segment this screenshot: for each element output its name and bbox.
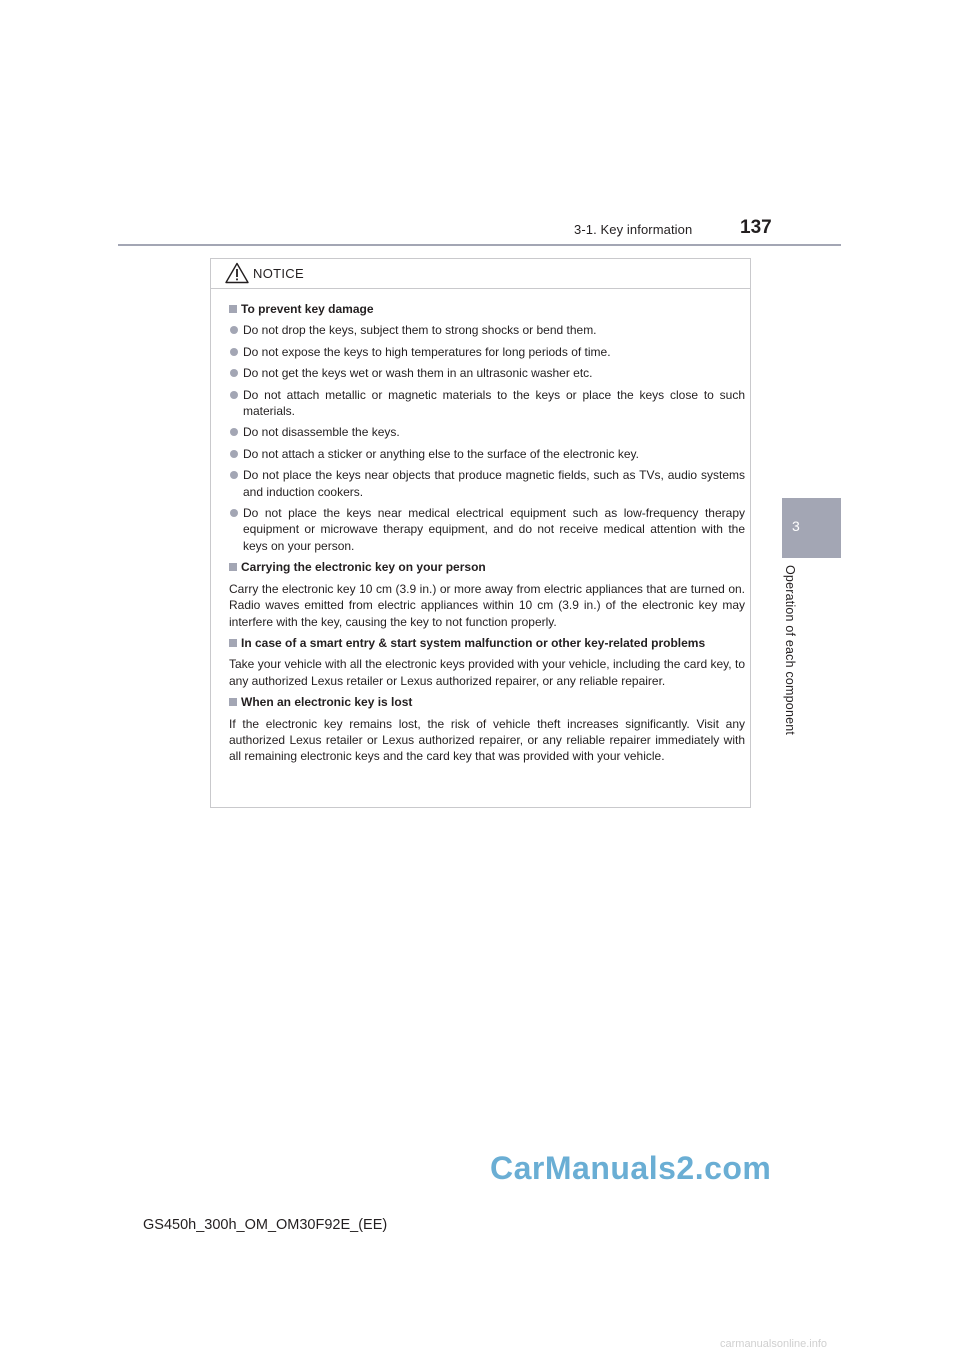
section-heading: Carrying the electronic key on your person — [229, 559, 745, 575]
circle-bullet-icon — [230, 471, 238, 479]
square-bullet-icon — [229, 563, 237, 571]
section-heading: When an electronic key is lost — [229, 694, 745, 710]
watermark-url: carmanualsonline.info — [720, 1338, 828, 1350]
watermark-logo: CarManuals2.com — [490, 1150, 772, 1186]
list-item: Do not get the keys wet or wash them in an ultrasonic washer etc. — [229, 365, 745, 381]
list-item: Do not attach a sticker or anything else to the surface of the electronic key. — [229, 446, 745, 462]
circle-bullet-icon — [230, 369, 238, 377]
notice-content — [229, 301, 745, 770]
square-bullet-icon — [229, 698, 237, 706]
list-item: Do not drop the keys, subject them to strong shocks or bend them. — [229, 322, 745, 338]
section-heading: To prevent key damage — [229, 301, 745, 317]
section-paragraph: Take your vehicle with all the electronic keys provided with your vehicle, including the card key, to any authorized Lexus retailer or Lexus authorized repairer, or any reliable repairer. — [229, 657, 745, 688]
section-paragraph: Carry the electronic key 10 cm (3.9 in.) or more away from electric appliances that are turned on. Radio waves emitted from electric appliances within 10 cm (3.9 in.) of the electronic key may interfere with the key, causing the key to not function properly. — [229, 581, 745, 629]
circle-bullet-icon — [230, 428, 238, 436]
circle-bullet-icon — [230, 450, 238, 458]
list-item: Do not expose the keys to high temperatures for long periods of time. — [229, 344, 745, 360]
list-item: Do not place the keys near objects that produce magnetic fields, such as TVs, audio systems and induction cookers. — [229, 467, 745, 500]
list-item: Do not place the keys near medical electrical equipment such as low-frequency therapy equipment or microwave therapy equipment, and do not receive medical attention with the keys on your person. — [229, 505, 745, 554]
header-rule — [118, 244, 841, 246]
circle-bullet-icon — [230, 509, 238, 517]
chapter-side-title: Operation of each component — [783, 565, 797, 736]
square-bullet-icon — [229, 639, 237, 647]
chapter-tab — [782, 498, 841, 558]
notice-header — [211, 259, 750, 289]
circle-bullet-icon — [230, 348, 238, 356]
chapter-number: 3 — [792, 518, 800, 534]
warning-triangle-icon — [225, 262, 249, 284]
list-item: Do not attach metallic or magnetic materials to the keys or place the keys close to such materials. — [229, 387, 745, 420]
section-paragraph: If the electronic key remains lost, the risk of vehicle theft increases significantly. Visit any authorized Lexus retailer or Lexus authorized repairer, or any reliable repairer immediately with all remaining electronic keys and the card key that was provided with your vehicle. — [229, 716, 745, 764]
square-bullet-icon — [229, 305, 237, 313]
notice-label: NOTICE — [253, 266, 304, 281]
circle-bullet-icon — [230, 326, 238, 334]
circle-bullet-icon — [230, 391, 238, 399]
section-heading: In case of a smart entry & start system malfunction or other key-related problems — [229, 635, 745, 651]
notice-box — [210, 258, 751, 808]
section-title: 3-1. Key information — [574, 222, 693, 237]
document-id: GS450h_300h_OM_OM30F92E_(EE) — [143, 1217, 388, 1233]
list-item: Do not disassemble the keys. — [229, 424, 745, 440]
page-number: 137 — [740, 217, 772, 238]
